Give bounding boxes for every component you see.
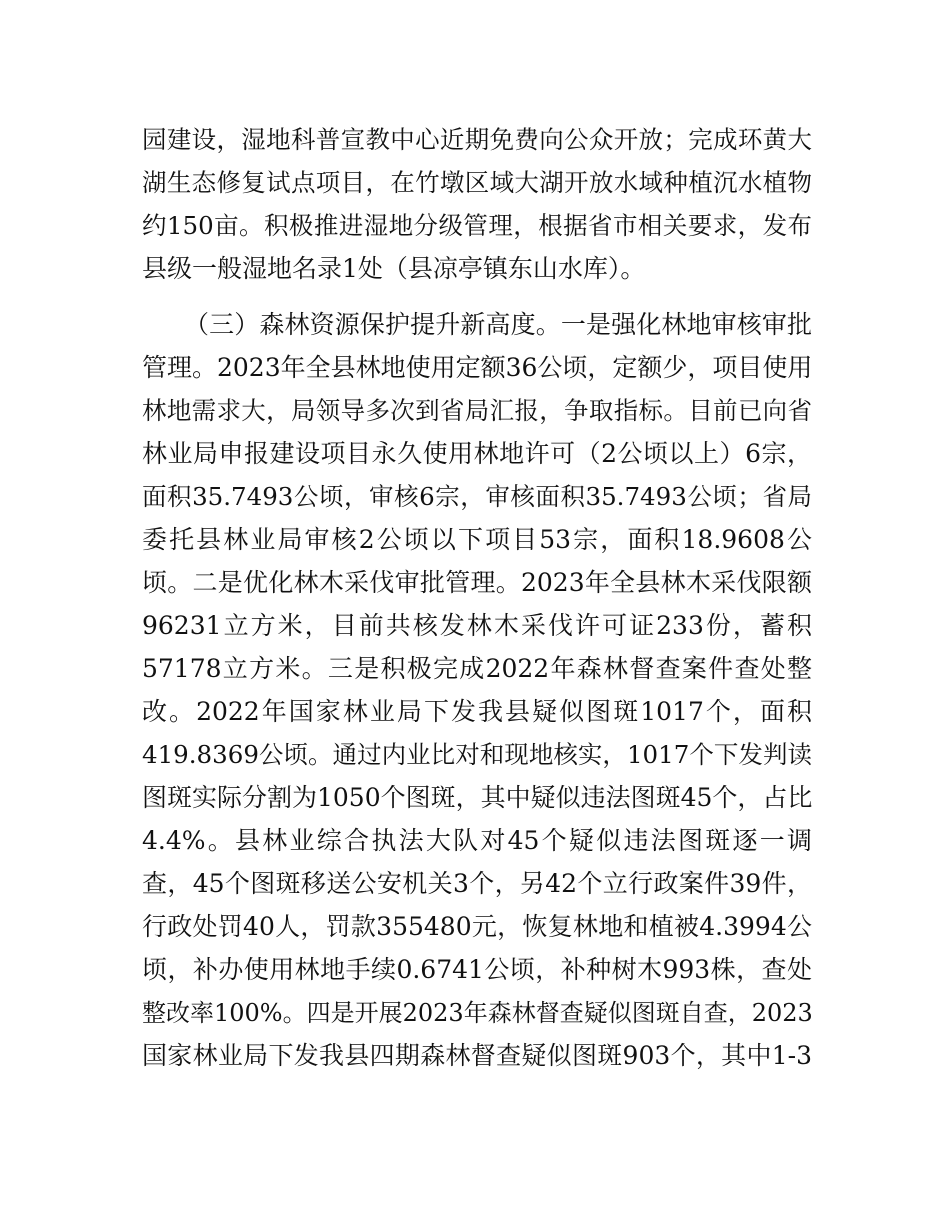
text-line: 查，45个图斑移送公安机关3个，另42个立行政案件39件， — [142, 869, 812, 898]
section-heading-line: （三）森林资源保护提升新高度。一是强化林地审核审批 — [184, 310, 812, 339]
text-line: 湖生态修复试点项目，在竹墩区域大湖开放水域种植沉水植物 — [142, 168, 812, 197]
text-line: 顷，补办使用林地手续0.6741公顷，补种树木993株，查处 — [142, 955, 812, 984]
text-line: 顷。二是优化林木采伐审批管理。2023年全县林木采伐限额 — [142, 568, 812, 597]
text-line: 管理。2023年全县林地使用定额36公顷，定额少，项目使用 — [142, 353, 813, 382]
text-line: 委托县林业局审核2公顷以下项目53宗，面积18.9608公 — [142, 525, 812, 554]
text-line: 整改率100%。四是开展2023年森林督查疑似图斑自查，2023 — [142, 999, 813, 1027]
text-line: 约150亩。积极推进湿地分级管理，根据省市相关要求，发布 — [142, 211, 812, 240]
text-line: 4.4%。县林业综合执法大队对45个疑似违法图斑逐一调 — [142, 826, 812, 855]
text-line: 57178立方米。三是积极完成2022年森林督查案件查处整 — [142, 654, 812, 683]
text-line: 419.8369公顷。通过内业比对和现地核实，1017个下发判读 — [142, 740, 812, 769]
text-line: 县级一般湿地名录1处（县凉亭镇东山水库）。 — [142, 254, 646, 283]
text-line: 行政处罚40人，罚款355480元，恢复林地和植被4.3994公 — [142, 912, 812, 941]
text-line: 改。2022年国家林业局下发我县疑似图斑1017个，面积 — [142, 697, 812, 726]
text-line: 图斑实际分割为1050个图斑，其中疑似违法图斑45个，占比 — [142, 783, 813, 812]
text-line: 园建设，湿地科普宣教中心近期免费向公众开放；完成环黄大 — [142, 125, 812, 154]
text-line: 林地需求大，局领导多次到省局汇报，争取指标。目前已向省 — [142, 396, 812, 425]
text-line: 林业局申报建设项目永久使用林地许可（2公顷以上）6宗， — [142, 439, 812, 468]
text-line: 面积35.7493公顷，审核6宗，审核面积35.7493公顷；省局 — [142, 482, 812, 511]
text-line: 国家林业局下发我县四期森林督查疑似图斑903个，其中1-3 — [142, 1041, 812, 1070]
text-line: 96231立方米，目前共核发林木采伐许可证233份，蓄积 — [142, 611, 812, 640]
